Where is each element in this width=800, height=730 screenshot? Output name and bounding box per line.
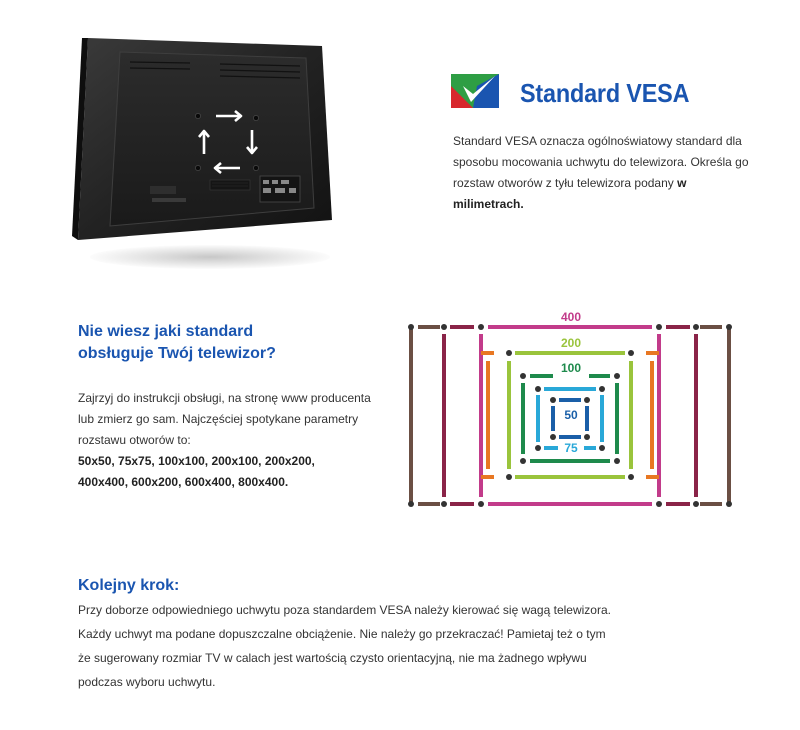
label-75: 75 [564, 441, 578, 455]
tv-back-image [70, 30, 350, 270]
label-100: 100 [560, 361, 582, 375]
next-step-body [78, 598, 718, 694]
mount-hole-dot [535, 445, 541, 451]
question-body [78, 388, 378, 493]
mount-hole-dot [584, 434, 590, 440]
mount-hole-dot [656, 324, 662, 330]
mount-hole-dot [599, 386, 605, 392]
mount-hole-dot [726, 324, 732, 330]
question-title [78, 321, 328, 365]
mount-hole-dot [550, 397, 556, 403]
next-step-line2: Każdy uchwyt ma podane dopuszczalne obciążenie. Nie należy go przekraczać! Pamietaj też o tym [78, 627, 606, 641]
mount-hole-dot [693, 501, 699, 507]
mount-hole-dot [506, 474, 512, 480]
mount-hole-dot [628, 474, 634, 480]
mount-hole-dot [628, 350, 634, 356]
mount-hole-dot [614, 373, 620, 379]
mount-hole-dot [506, 350, 512, 356]
next-step-title: Kolejny krok: [78, 577, 180, 594]
next-step-line1: Przy doborze odpowiedniego uchwytu poza standardem VESA należy kierować się wagą telewizora. [78, 603, 611, 617]
mount-hole-dot [478, 324, 484, 330]
next-step-line4: podczas wyboru uchwytu. [78, 675, 216, 689]
vesa-description-text: Standard VESA oznacza ogólnoświatowy standard dla sposobu mocowania uchwytu do telewizora. Określa go rozstaw otworów z tyłu telewizora podany [453, 134, 749, 190]
mount-hole-dot [520, 458, 526, 464]
question-title-line1: Nie wiesz jaki standard [78, 323, 254, 340]
sizes-line2: 400x400, 600x200, 600x400, 800x400. [78, 475, 289, 489]
question-body-text: Zajrzyj do instrukcji obsługi, na stronę www producenta lub zmierz go sam. Najczęściej spotykane parametry rozstawu otworów to: [78, 391, 371, 447]
sizes-line1: 50x50, 75x75, 100x100, 200x100, 200x200, [78, 454, 315, 468]
mount-hole-dot [656, 501, 662, 507]
label-50: 50 [564, 408, 578, 422]
tv-illustration [70, 30, 350, 270]
mount-hole-dot [535, 386, 541, 392]
vesa-description [453, 131, 753, 215]
vesa-title: Standard VESA [520, 78, 690, 108]
vesa-logo-icon [449, 72, 501, 110]
mount-hole-dot [693, 324, 699, 330]
mount-hole-dot [408, 501, 414, 507]
mount-hole-dot [408, 324, 414, 330]
mount-hole-dot [599, 445, 605, 451]
question-title-line2: obsługuje Twój telewizor? [78, 345, 276, 362]
mount-hole-dot [441, 501, 447, 507]
vesa-diagram [400, 305, 740, 515]
label-200: 200 [560, 336, 582, 350]
mount-hole-dot [441, 324, 447, 330]
mount-hole-dot [478, 501, 484, 507]
vesa-description-bold: w milimetrach. [453, 176, 687, 211]
mount-hole-dot [550, 434, 556, 440]
mount-hole-dot [584, 397, 590, 403]
mount-hole-dot [726, 501, 732, 507]
mount-hole-dot [614, 458, 620, 464]
label-400: 400 [560, 310, 582, 324]
mount-hole-dot [520, 373, 526, 379]
next-step-line3: że sugerowany rozmiar TV w calach jest wartością czysto orientacyjną, nie ma żadnego wpływu [78, 651, 587, 665]
